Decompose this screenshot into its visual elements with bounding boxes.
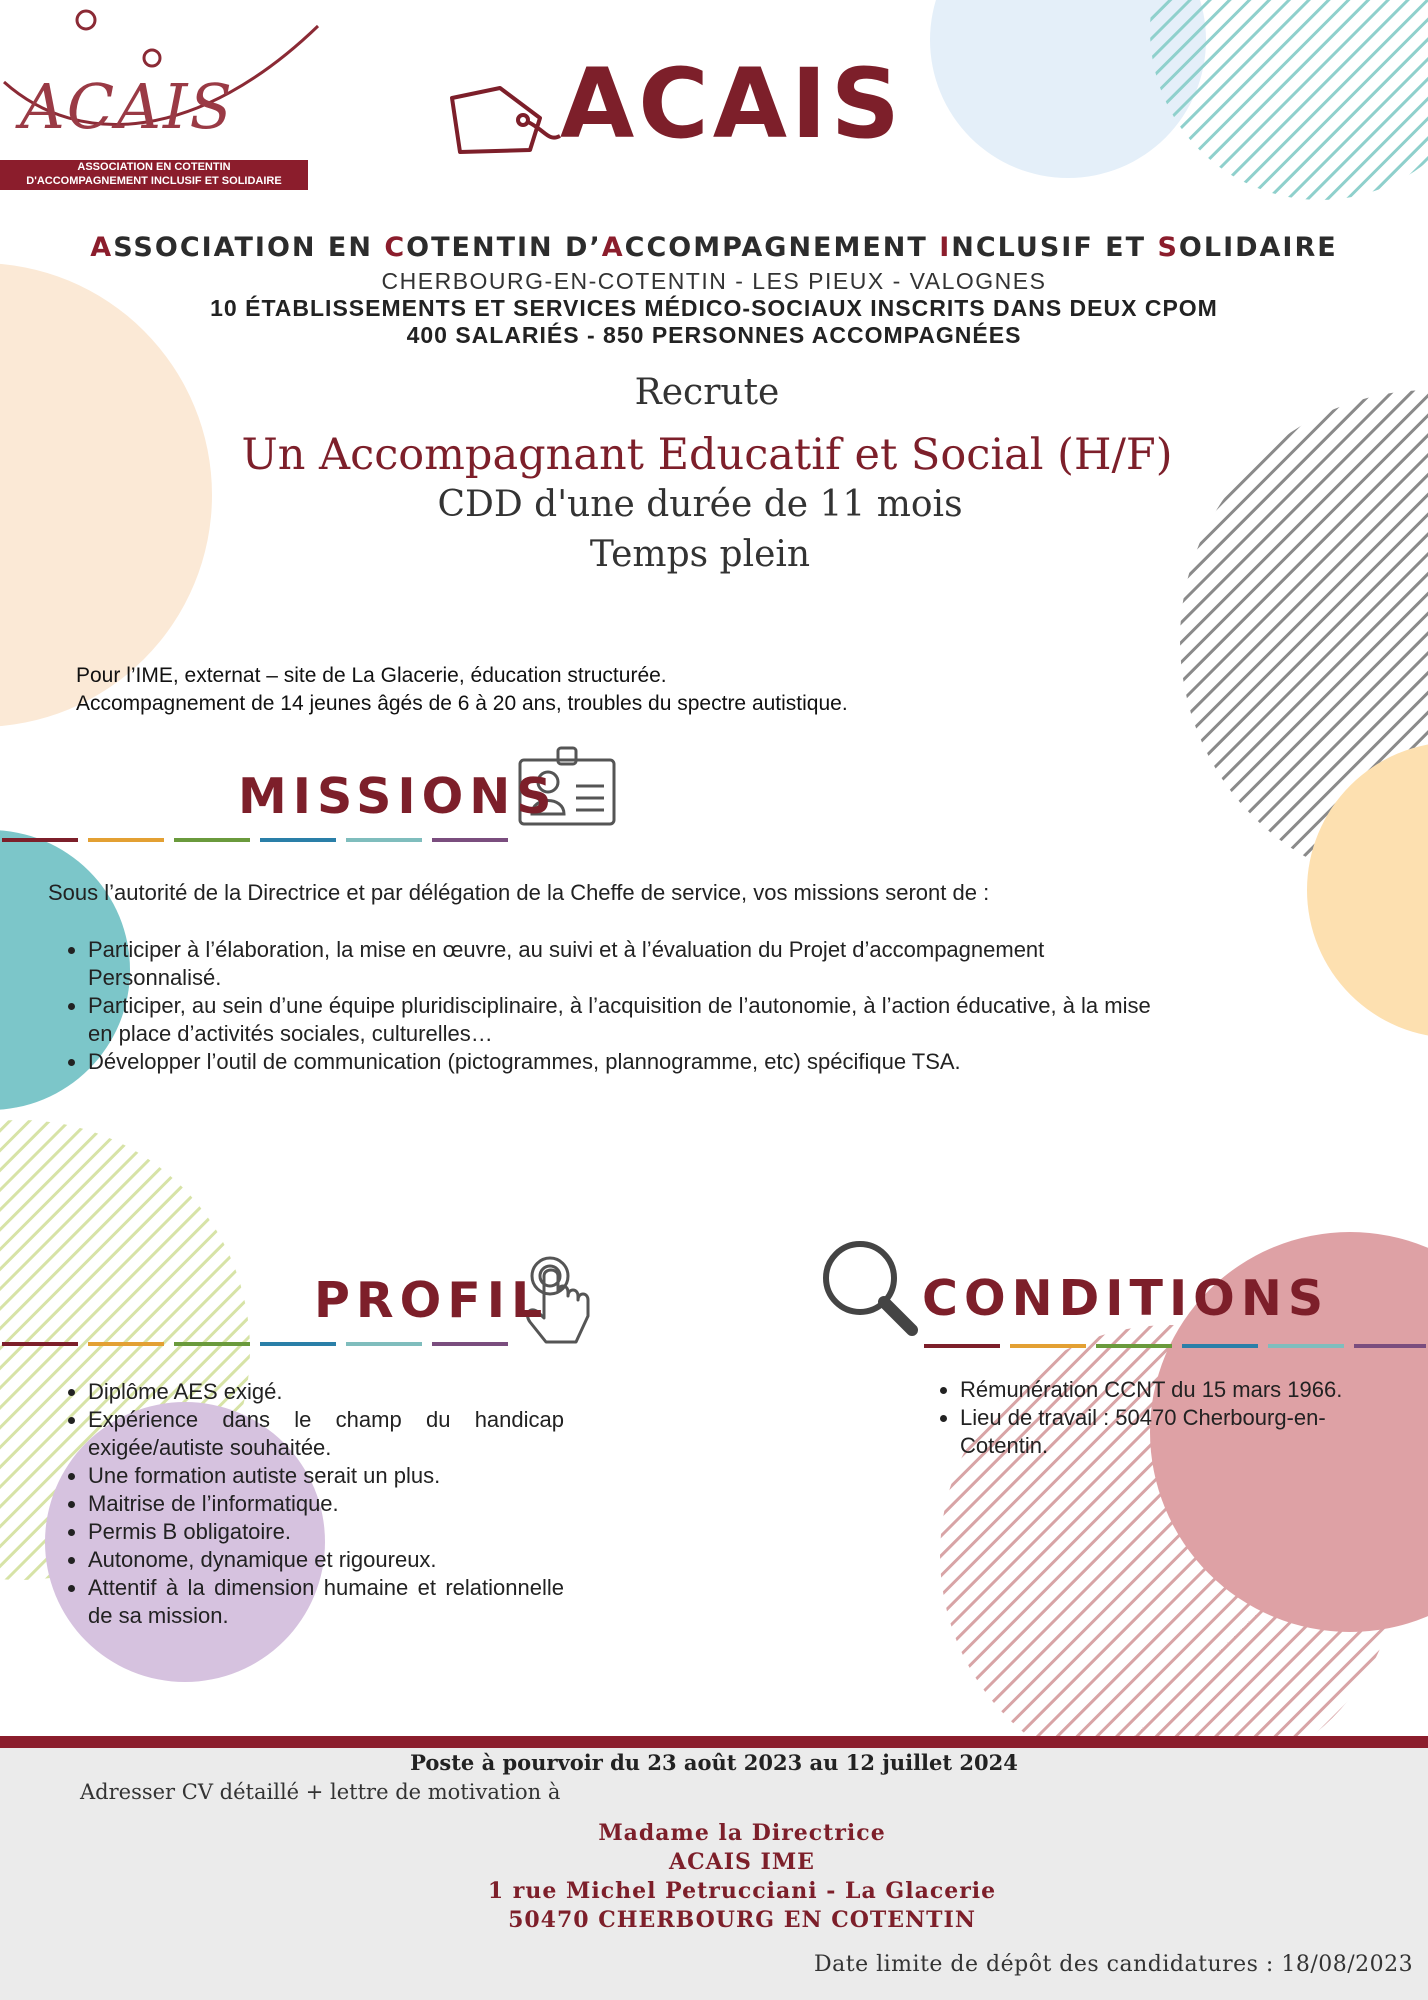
address-org: ACAIS IME xyxy=(669,1849,815,1875)
profil-underline xyxy=(2,1342,508,1346)
logo-text: ACAIS xyxy=(20,70,234,143)
tag-icon xyxy=(452,88,560,152)
address-street: 1 rue Michel Petrucciani - La Glacerie xyxy=(487,1878,997,1904)
job-title: Un Accompagnant Educatif et Social (H/F) xyxy=(241,430,1173,480)
list-item: • Autonome, dynamique et rigoureux. xyxy=(88,1546,564,1574)
conditions-title: CONDITIONS xyxy=(922,1270,1330,1327)
contract-type: CDD d'une durée de 11 mois xyxy=(437,484,963,525)
intro-line-site: Pour l’IME, externat – site de La Glacerie, éducation structurée. xyxy=(76,664,667,687)
list-item: • Une formation autiste serait un plus. xyxy=(88,1462,564,1490)
name-part-5: OLIDAIRE xyxy=(1178,232,1338,263)
magnifier-icon xyxy=(826,1244,912,1330)
address-recipient: Madame la Directrice xyxy=(598,1820,886,1846)
address-city: 50470 CHERBOURG EN COTENTIN xyxy=(508,1907,976,1933)
application-deadline: Date limite de dépôt des candidatures : 18/08/2023 xyxy=(814,1952,1414,1977)
association-sites: CHERBOURG-EN-COTENTIN - LES PIEUX - VALOGNES xyxy=(381,268,1047,294)
conditions-list xyxy=(920,1376,1390,1460)
profil-title: PROFIL xyxy=(314,1272,549,1329)
list-item: • Attentif à la dimension humaine et relationnelle de sa mission. xyxy=(88,1574,564,1630)
list-item: • Développer l’outil de communication (pictogrammes, plannogramme, etc) spécifique TSA. xyxy=(88,1048,1168,1076)
logo-caption-1: ASSOCIATION EN COTENTIN xyxy=(77,161,231,173)
profil-list xyxy=(48,1378,564,1630)
association-establishments: 10 ÉTABLISSEMENTS ET SERVICES MÉDICO-SOCIAUX INSCRITS DANS DEUX CPOM xyxy=(210,295,1218,321)
name-initial-i: I xyxy=(939,232,952,263)
recrute-label: Recrute xyxy=(634,372,780,413)
list-item: • Participer à l’élaboration, la mise en œuvre, au suivi et à l’évaluation du Projet d’accompagnement Personnalisé. xyxy=(88,936,1168,992)
position-period: Poste à pourvoir du 23 août 2023 au 12 juillet 2024 xyxy=(410,1750,1018,1775)
logo-caption-2: D'ACCOMPAGNEMENT INCLUSIF ET SOLIDAIRE xyxy=(26,175,282,187)
list-item: • Permis B obligatoire. xyxy=(88,1518,564,1546)
missions-list xyxy=(48,936,1168,1076)
list-item: • Maitrise de l’informatique. xyxy=(88,1490,564,1518)
page-title: ACAIS xyxy=(560,48,904,160)
send-instructions: Adresser CV détaillé + lettre de motivation à xyxy=(80,1780,561,1804)
list-item: • Participer, au sein d’une équipe pluridisciplinaire, à l’acquisition de l’autonomie, à l’action éducative, à la mise en place d’activités sociales, culturelles… xyxy=(88,992,1168,1048)
missions-underline xyxy=(2,838,508,842)
name-part-4: NCLUSIF ET xyxy=(951,232,1158,263)
name-initial-a: A xyxy=(90,232,114,263)
intro-line-public: Accompagnement de 14 jeunes âgés de 6 à 20 ans, troubles du spectre autistique. xyxy=(76,692,848,715)
name-part-2: OTENTIN D’ xyxy=(406,232,602,263)
name-initial-a2: A xyxy=(601,232,625,263)
name-initial-c: C xyxy=(384,232,407,263)
association-name xyxy=(0,232,1428,263)
list-item: • Diplôme AES exigé. xyxy=(88,1378,564,1406)
missions-title: MISSIONS xyxy=(238,768,558,825)
list-item: • Rémunération CCNT du 15 mars 1966. xyxy=(960,1376,1390,1404)
list-item: • Expérience dans le champ du handicap exigée/autiste souhaitée. xyxy=(88,1406,564,1462)
name-part-3: CCOMPAGNEMENT xyxy=(624,232,940,263)
decor-stripes-teal xyxy=(1150,0,1428,200)
acais-logo xyxy=(0,0,320,200)
missions-intro: Sous l’autorité de la Directrice et par délégation de la Cheffe de service, vos missions seront de : xyxy=(48,880,990,905)
work-time: Temps plein xyxy=(589,534,811,575)
list-item: • Lieu de travail : 50470 Cherbourg-en-Cotentin. xyxy=(960,1404,1390,1460)
name-part-1: SSOCIATION EN xyxy=(113,232,385,263)
name-initial-s: S xyxy=(1157,232,1179,263)
footer-band xyxy=(0,1736,1428,1748)
association-staff: 400 SALARIÉS - 850 PERSONNES ACCOMPAGNÉES xyxy=(406,322,1022,348)
